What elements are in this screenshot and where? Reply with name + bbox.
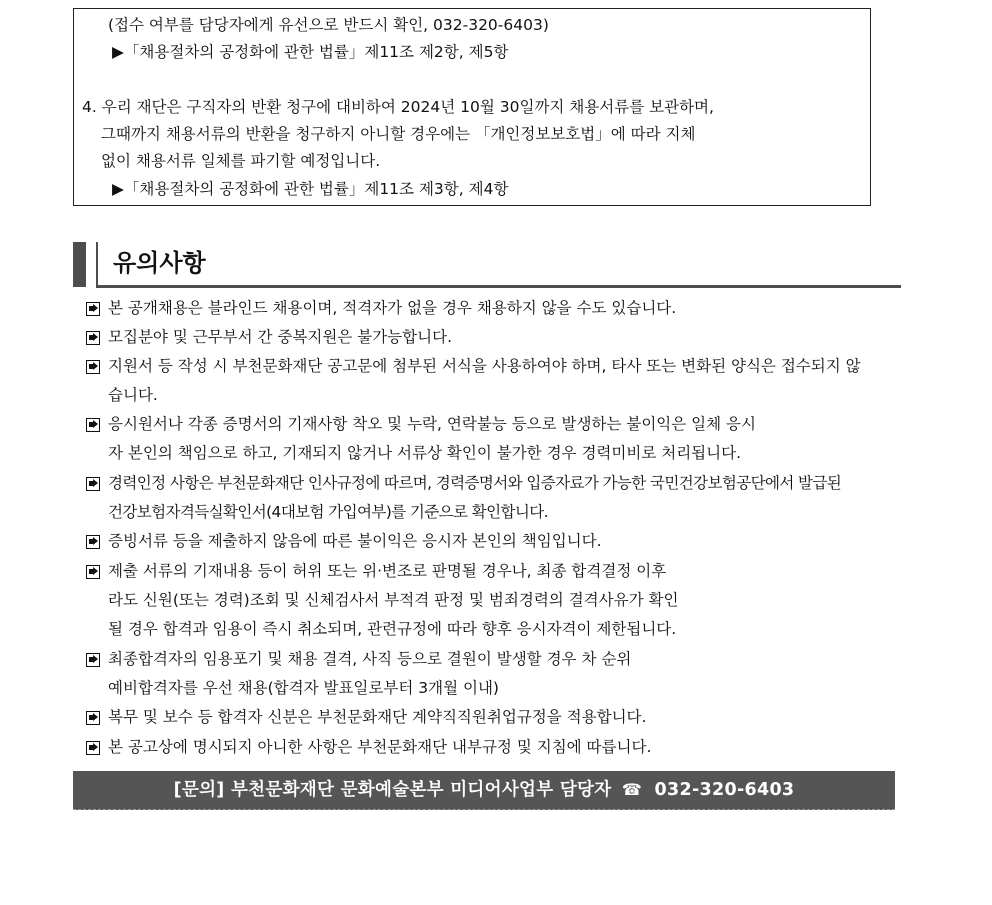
note-line: 라도 신원(또는 경력)조회 및 신체검사서 부적격 판정 및 범죄경력의 결격사유가 확인 bbox=[108, 591, 679, 609]
note-line: 증빙서류 등을 제출하지 않음에 따른 불이익은 응시자 본인의 책임입니다. bbox=[108, 532, 602, 550]
phone-icon: ☎ bbox=[621, 780, 643, 799]
section-heading bbox=[73, 242, 901, 290]
note-line: 본 공개채용은 블라인드 채용이며, 적격자가 없을 경우 채용하지 않을 수도 있습니다. bbox=[108, 299, 677, 317]
heading-bar bbox=[73, 242, 86, 287]
arrow-box-icon bbox=[86, 653, 100, 667]
note-line: 될 경우 합격과 임용이 즉시 취소되며, 관련규정에 따라 향후 응시자격이 제한됩니다. bbox=[108, 620, 677, 638]
note-line: 건강보험자격득실확인서(4대보험 가입여부)를 기준으로 확인합니다. bbox=[108, 503, 548, 521]
item4-line2: 그때까지 채용서류의 반환을 청구하지 아니할 경우에는 「개인정보보호법」에 따라 지체 bbox=[101, 125, 696, 143]
arrow-box-icon bbox=[86, 418, 100, 432]
contact-label: [문의] 부천문화재단 문화예술본부 미디어사업부 담당자 bbox=[173, 780, 612, 800]
contact-phone[interactable]: 032-320-6403 bbox=[654, 780, 795, 800]
note-line: 모집분야 및 근무부서 간 중복지원은 불가능합니다. bbox=[108, 328, 452, 346]
section-title: 유의사항 bbox=[113, 249, 206, 277]
item4-line3: 없이 채용서류 일체를 파기할 예정입니다. bbox=[101, 152, 381, 170]
note-line: 습니다. bbox=[108, 386, 158, 404]
arrow-box-icon bbox=[86, 535, 100, 549]
arrow-box-icon bbox=[86, 302, 100, 316]
note-line: 응시원서나 각종 증명서의 기재사항 착오 및 누락, 연락불능 등으로 발생하는 불이익은 일체 응시 bbox=[108, 415, 757, 433]
heading-underline bbox=[96, 285, 901, 288]
note-line: 본 공고상에 명시되지 아니한 사항은 부천문화재단 내부규정 및 지침에 따릅니다. bbox=[108, 738, 652, 756]
contact-text bbox=[73, 779, 895, 801]
law-reference-1: ▶「채용절차의 공정화에 관한 법률」제11조 제2항, 제5항 bbox=[112, 43, 509, 61]
note-line: 최종합격자의 임용포기 및 채용 결격, 사직 등으로 결원이 발생할 경우 차 순위 bbox=[108, 650, 632, 668]
arrow-box-icon bbox=[86, 711, 100, 725]
arrow-box-icon bbox=[86, 477, 100, 491]
contact-bar bbox=[73, 771, 895, 810]
note-line: 자 본인의 책임으로 하고, 기재되지 않거나 서류상 확인이 불가한 경우 경력미비로 처리됩니다. bbox=[108, 444, 742, 462]
item4-line1: 4. 우리 재단은 구직자의 반환 청구에 대비하여 2024년 10월 30일까지 채용서류를 보관하며, bbox=[82, 98, 714, 116]
note-line: 경력인정 사항은 부천문화재단 인사규정에 따르며, 경력증명서와 입증자료가 가능한 국민건강보험공단에서 발급된 bbox=[108, 474, 842, 492]
note-line: 지원서 등 작성 시 부천문화재단 공고문에 첨부된 서식을 사용하여야 하며, 타사 또는 변화된 양식은 접수되지 않 bbox=[108, 357, 861, 375]
info-box bbox=[73, 8, 871, 206]
receipt-check-note: (접수 여부를 담당자에게 유선으로 반드시 확인, 032-320-6403) bbox=[108, 16, 549, 34]
heading-divider bbox=[96, 242, 98, 287]
note-line: 복무 및 보수 등 합격자 신분은 부천문화재단 계약직직원취업규정을 적용합니다. bbox=[108, 708, 647, 726]
note-line: 제출 서류의 기재내용 등이 허위 또는 위·변조로 판명될 경우나, 최종 합격결정 이후 bbox=[108, 562, 667, 580]
arrow-box-icon bbox=[86, 360, 100, 374]
note-line: 예비합격자를 우선 채용(합격자 발표일로부터 3개월 이내) bbox=[108, 679, 499, 697]
arrow-box-icon bbox=[86, 741, 100, 755]
law-reference-2: ▶「채용절차의 공정화에 관한 법률」제11조 제3항, 제4항 bbox=[112, 180, 509, 198]
arrow-box-icon bbox=[86, 331, 100, 345]
arrow-box-icon bbox=[86, 565, 100, 579]
